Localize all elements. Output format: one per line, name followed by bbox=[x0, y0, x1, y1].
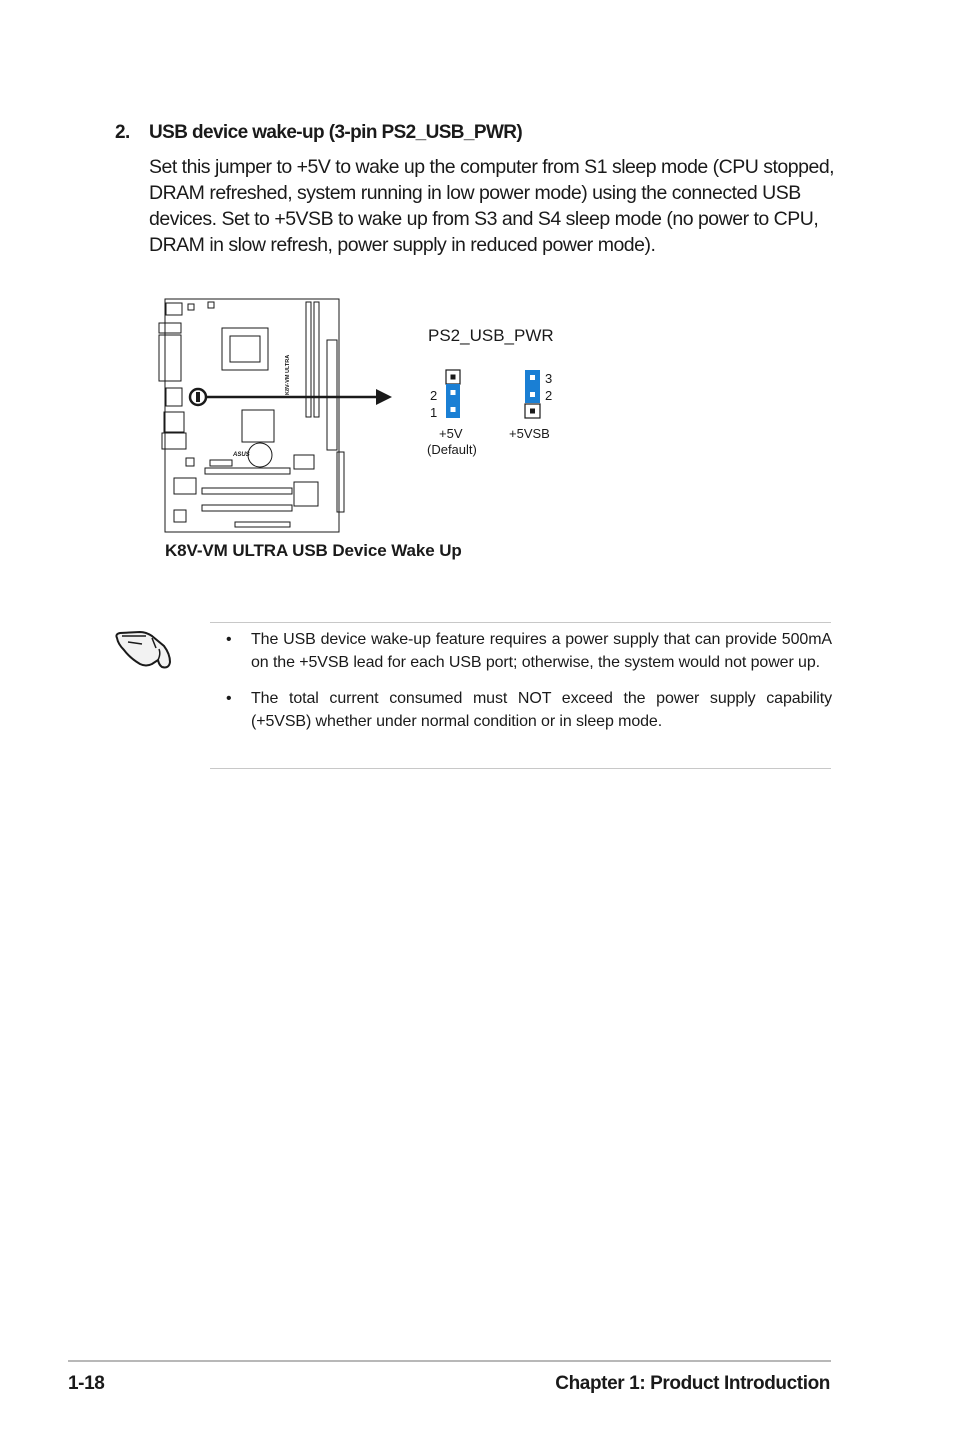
northbridge bbox=[242, 410, 274, 442]
right-pin-label-2: 2 bbox=[545, 388, 553, 403]
pci-slot-3 bbox=[235, 522, 290, 527]
right-pin-label-3: 3 bbox=[545, 371, 553, 386]
pci-slot-2 bbox=[202, 505, 292, 511]
left-jumper-pin2-dot bbox=[451, 390, 456, 395]
motherboard-figure bbox=[150, 290, 610, 570]
chip-small-3 bbox=[208, 302, 214, 308]
note-text: The USB device wake-up feature requires a power supply that can provide 500mA on the +5VSB lead for each USB port; otherwise, the system would not power up. bbox=[251, 631, 832, 671]
notes-list bbox=[212, 629, 832, 747]
ide-connector bbox=[337, 452, 344, 512]
io-usb bbox=[166, 388, 182, 406]
chip-small-1 bbox=[186, 458, 194, 466]
motherboard-diagram bbox=[150, 290, 610, 570]
battery bbox=[248, 443, 272, 467]
note-bullet: • bbox=[226, 631, 232, 648]
page-number: 1-18 bbox=[68, 1373, 105, 1394]
cpu-socket-inner bbox=[230, 336, 260, 362]
left-pin-label-1: 1 bbox=[430, 405, 438, 420]
note-text: The total current consumed must NOT exceed the power supply capability (+5VSB) whether under normal condition or in sleep mode. bbox=[251, 690, 832, 730]
agp-slot bbox=[205, 468, 290, 474]
note-item bbox=[212, 688, 832, 733]
section-heading bbox=[115, 122, 522, 144]
jumper-location-pins bbox=[196, 392, 200, 402]
note-bullet: • bbox=[226, 690, 232, 707]
super-io bbox=[174, 478, 196, 494]
hand-pointing-icon bbox=[112, 624, 176, 674]
chip-small-2 bbox=[188, 304, 194, 310]
southbridge bbox=[294, 455, 314, 469]
board-outline bbox=[165, 299, 339, 532]
chapter-title: Chapter 1: Product Introduction bbox=[555, 1373, 830, 1394]
figure-caption: K8V-VM ULTRA USB Device Wake Up bbox=[165, 541, 462, 560]
section-title: USB device wake-up (3-pin PS2_USB_PWR) bbox=[149, 122, 523, 143]
right-setting-label: +5VSB bbox=[509, 426, 550, 441]
atx-power bbox=[327, 340, 337, 450]
left-default-label: (Default) bbox=[427, 442, 477, 457]
chip-small-4 bbox=[210, 460, 232, 466]
sata-block bbox=[294, 482, 318, 506]
dimm-slot-2 bbox=[314, 302, 319, 417]
board-label: K8V-VM ULTRA bbox=[285, 354, 291, 395]
io-audio bbox=[164, 412, 184, 432]
dimm-slot-1 bbox=[306, 302, 311, 417]
front-panel bbox=[174, 510, 186, 522]
left-setting-label: +5V bbox=[439, 426, 463, 441]
left-jumper-pin1-dot bbox=[451, 407, 456, 412]
footer-rule bbox=[68, 1360, 831, 1362]
io-parallel bbox=[159, 335, 181, 381]
io-ps2 bbox=[166, 303, 182, 315]
left-jumper-cap bbox=[446, 384, 460, 418]
note-top-rule bbox=[210, 622, 831, 623]
left-pin-label-2: 2 bbox=[430, 388, 438, 403]
right-jumper-pin1-dot bbox=[530, 409, 535, 414]
right-jumper-pin2-dot bbox=[530, 392, 535, 397]
asus-logo: ASUS bbox=[233, 452, 250, 458]
note-item bbox=[212, 629, 832, 674]
jumper-title: PS2_USB_PWR bbox=[428, 326, 554, 345]
section-body: Set this jumper to +5V to wake up the computer from S1 sleep mode (CPU stopped, DRAM refreshed, system running in low power mode) using the connected USB devices. Set to +5VSB to wake up from S3 and S4 sleep mode (no power to CPU, DRAM in slow refresh, power supply in reduced power mode). bbox=[149, 156, 835, 256]
cpu-socket bbox=[222, 328, 268, 370]
io-serial bbox=[159, 323, 181, 333]
left-jumper-pin3-dot bbox=[451, 375, 456, 380]
note-bottom-rule bbox=[210, 768, 831, 769]
pci-slot-1 bbox=[202, 488, 292, 494]
right-jumper-pin3-dot bbox=[530, 375, 535, 380]
section-number: 2. bbox=[115, 122, 130, 143]
io-lan bbox=[162, 433, 186, 449]
arrow-head bbox=[376, 389, 392, 405]
right-jumper-cap bbox=[525, 370, 540, 403]
